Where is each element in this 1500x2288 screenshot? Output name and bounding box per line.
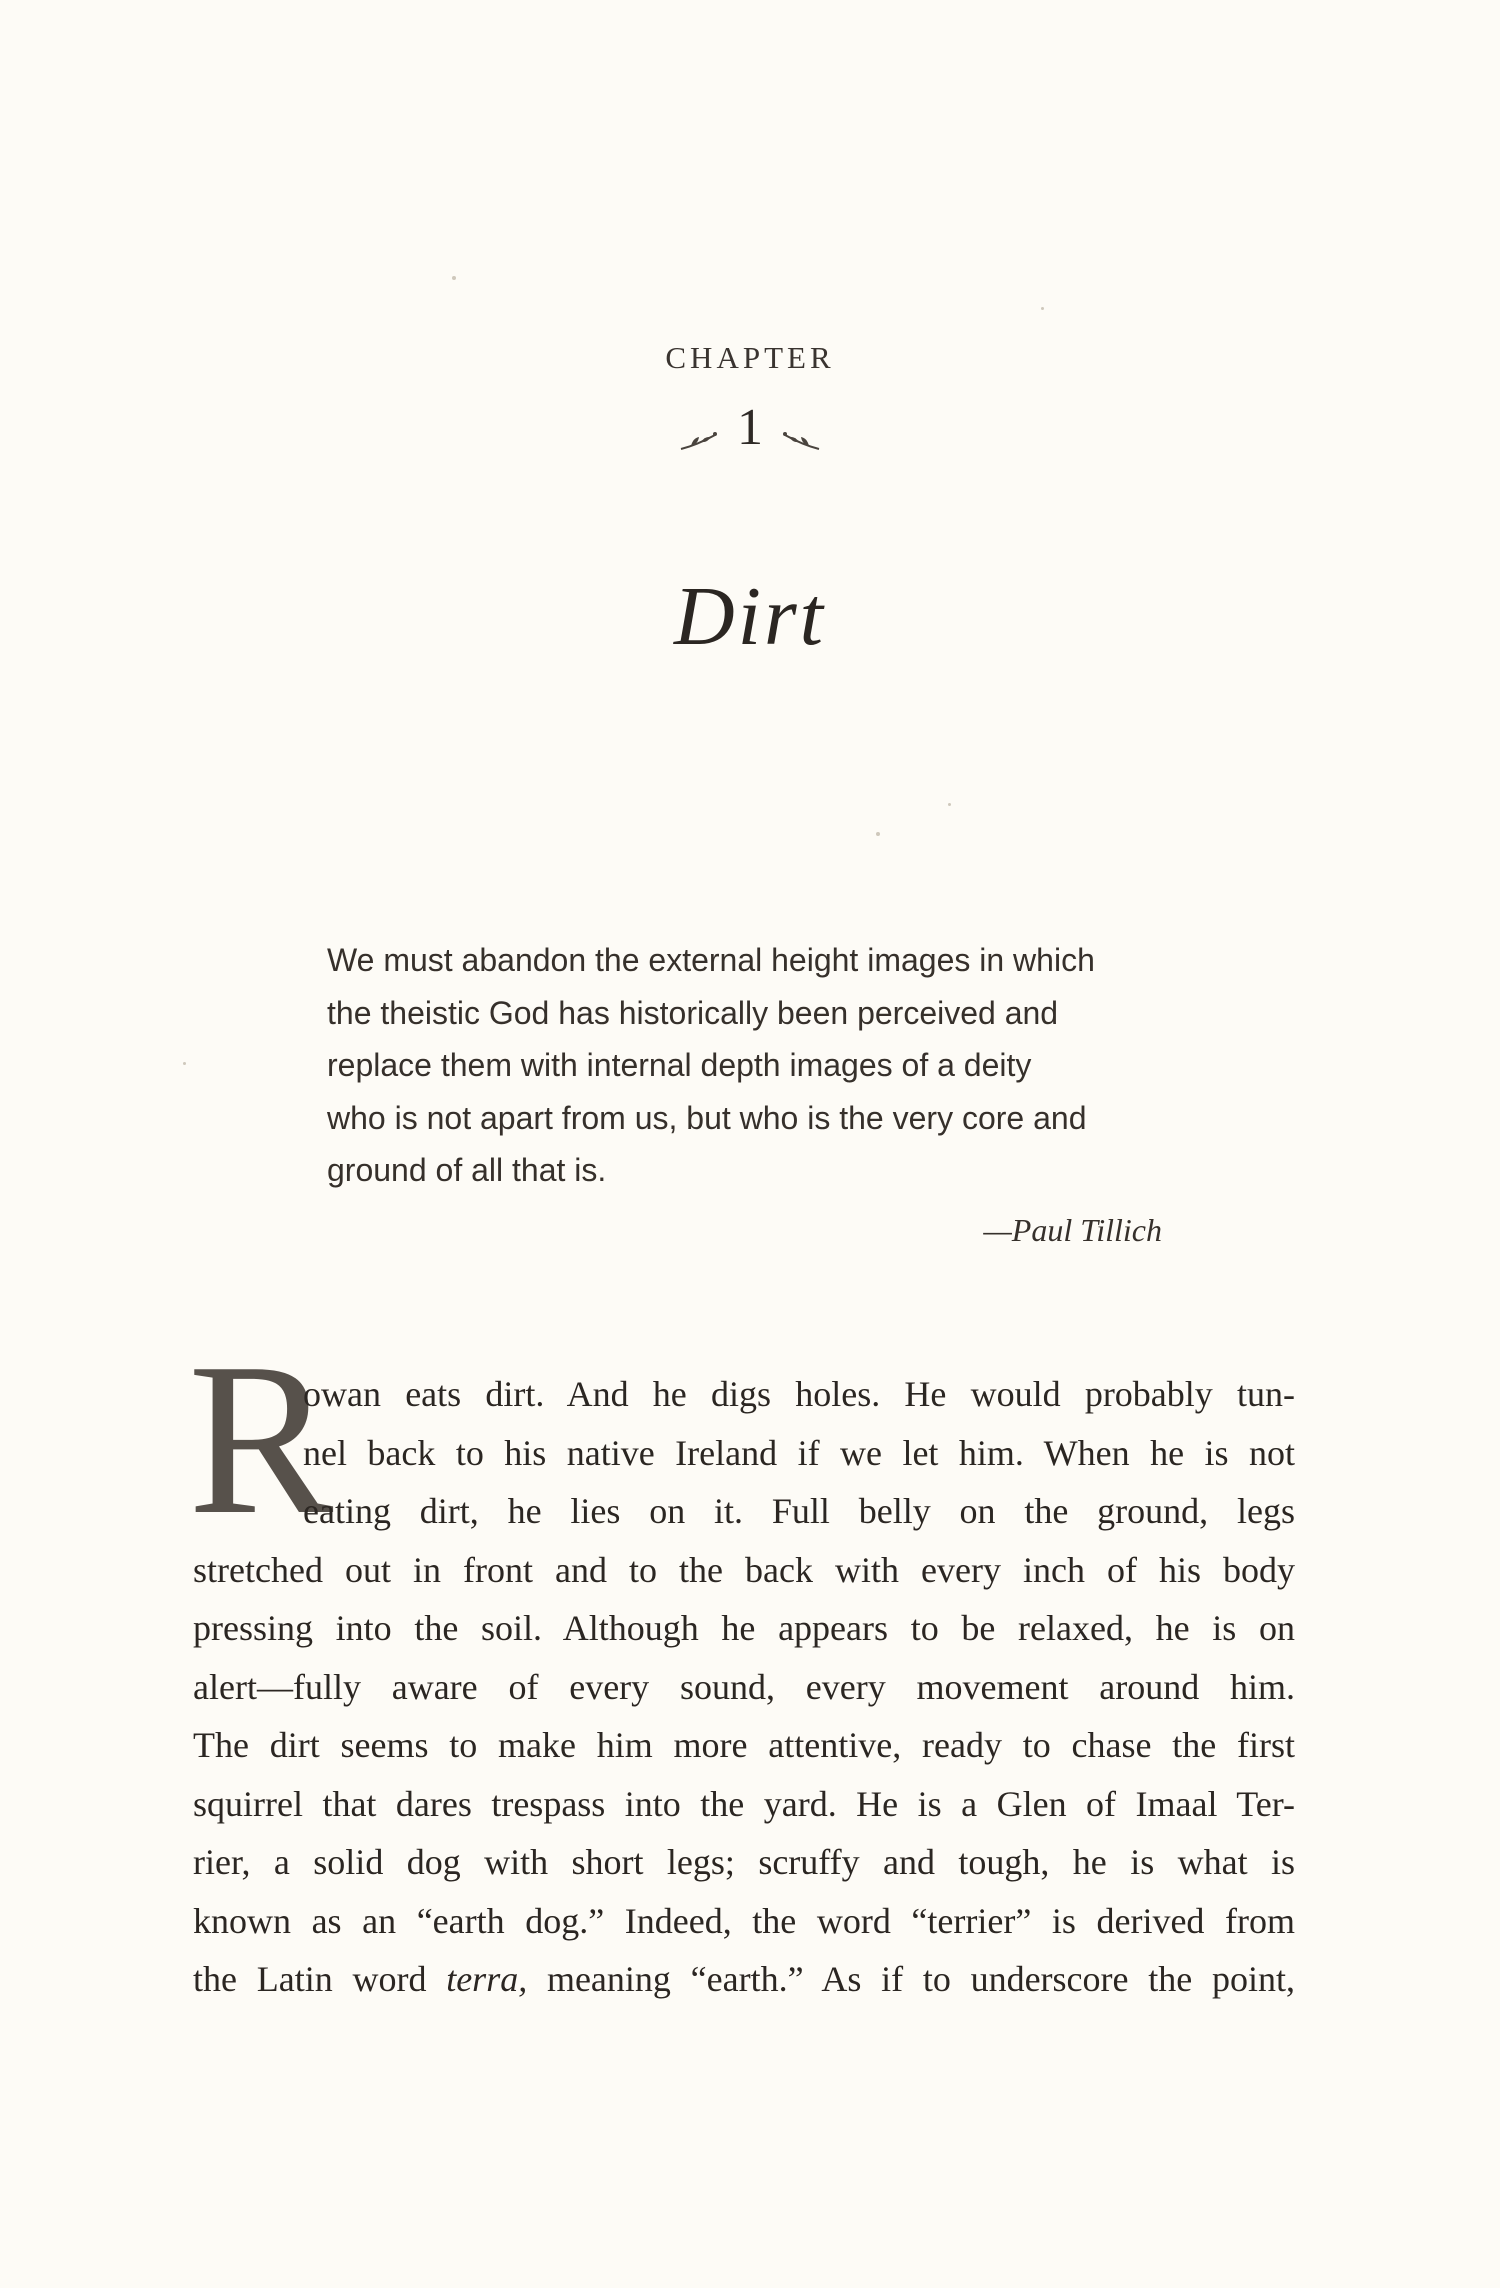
italic-word: terra, — [446, 1959, 528, 1999]
body-line-last: the Latin word terra, meaning “earth.” As if to underscore the point, — [193, 1959, 1295, 1999]
body-line: owan eats dirt. And he digs holes. He would probably tun- — [303, 1374, 1295, 1414]
epigraph-line: replace them with internal depth images of a deity — [327, 1047, 1032, 1083]
body-line: nel back to his native Ireland if we let him. When he is not — [303, 1432, 1295, 1473]
epigraph-line: who is not apart from us, but who is the very core and — [327, 1099, 1087, 1136]
drop-cap: R — [188, 1319, 334, 1560]
paper-speck — [1041, 307, 1044, 310]
chapter-label: CHAPTER — [665, 340, 835, 375]
paper-speck — [452, 276, 456, 280]
chapter-number-row — [0, 398, 1500, 458]
leaf-sprig-right-icon — [781, 411, 821, 441]
paper-speck — [183, 1062, 186, 1065]
epigraph-line: ground of all that is. — [327, 1152, 607, 1188]
chapter-title: Dirt — [673, 570, 827, 663]
body-line: known as an “earth dog.” Indeed, the word “terrier” is derived from — [193, 1900, 1295, 1941]
body-line: alert—fully aware of every sound, every movement around him. — [193, 1666, 1295, 1707]
epigraph-line: the theistic God has historically been perceived and — [327, 994, 1059, 1031]
leaf-sprig-left-icon — [679, 411, 719, 441]
paper-speck — [948, 803, 951, 806]
body-line: eating dirt, he lies on it. Full belly on the ground, legs — [303, 1491, 1295, 1531]
epigraph-attribution: —Paul Tillich — [983, 1212, 1162, 1248]
paper-speck — [876, 832, 880, 836]
body-text — [193, 1365, 1295, 2009]
body-line: squirrel that dares trespass into the yard. He is a Glen of Imaal Ter- — [193, 1783, 1295, 1824]
epigraph — [327, 934, 1187, 1197]
body-line: stretched out in front and to the back with every inch of his body — [193, 1549, 1295, 1590]
body-line: rier, a solid dog with short legs; scruffy and tough, he is what is — [193, 1842, 1295, 1882]
epigraph-line: We must abandon the external height images in which — [327, 942, 1095, 978]
chapter-number: 1 — [737, 399, 763, 456]
body-line: The dirt seems to make him more attentive, ready to chase the first — [193, 1725, 1295, 1765]
body-line: pressing into the soil. Although he appears to be relaxed, he is on — [193, 1608, 1295, 1648]
